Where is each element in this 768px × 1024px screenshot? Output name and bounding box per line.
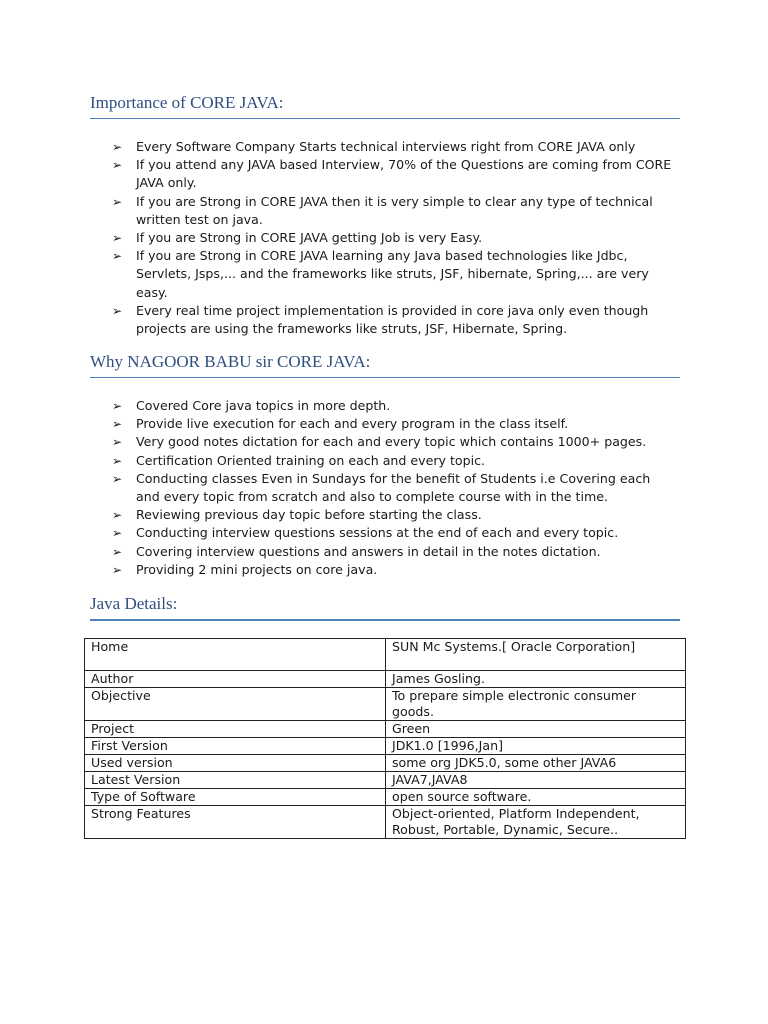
table-cell-key: Type of Software xyxy=(85,789,386,806)
arrowhead-bullet-icon: ➢ xyxy=(112,194,123,209)
table-row xyxy=(85,755,686,772)
table-cell-value: some org JDK5.0, some other JAVA6 xyxy=(386,755,686,772)
table-row xyxy=(85,688,686,721)
table-cell-key: Latest Version xyxy=(85,772,386,789)
table-cell-value: SUN Mc Systems.[ Oracle Corporation] xyxy=(386,639,686,671)
table-cell-key: Author xyxy=(85,671,386,688)
table-cell-key: Objective xyxy=(85,688,386,721)
arrowhead-bullet-icon: ➢ xyxy=(112,303,123,318)
table-row xyxy=(85,639,686,671)
list-item: ➢ If you are Strong in CORE JAVA then it is very simple to clear any type of technical written test on java. xyxy=(112,193,653,227)
table-cell-value: Object-oriented, Platform Independent, Robust, Portable, Dynamic, Secure.. xyxy=(386,806,686,839)
table-cell-value: To prepare simple electronic consumer goods. xyxy=(386,688,686,721)
arrowhead-bullet-icon: ➢ xyxy=(112,562,123,577)
table-cell-key: Project xyxy=(85,721,386,738)
list-item: ➢ If you are Strong in CORE JAVA learning any Java based technologies like Jdbc, Servlets, Jsps,... and the frameworks like struts, JSF, hibernate, Spring,... are very easy. xyxy=(112,248,649,300)
arrowhead-bullet-icon: ➢ xyxy=(112,140,123,154)
list-item: ➢ If you attend any JAVA based Interview, 70% of the Questions are coming from CORE JAVA only. xyxy=(112,157,672,191)
table-cell-key: First Version xyxy=(85,738,386,755)
arrowhead-bullet-icon: ➢ xyxy=(112,231,123,246)
table-row xyxy=(85,806,686,839)
arrowhead-bullet-icon: ➢ xyxy=(112,544,123,559)
arrowhead-bullet-icon: ➢ xyxy=(112,526,123,541)
list-item: ➢ Reviewing previous day topic before starting the class. xyxy=(112,506,672,524)
table-cell-value: Green xyxy=(386,721,686,738)
list-item: ➢ Covered Core java topics in more depth. xyxy=(112,397,672,415)
table-cell-value: JAVA7,JAVA8 xyxy=(386,772,686,789)
arrowhead-bullet-icon: ➢ xyxy=(112,508,123,523)
list-item: ➢ Every Software Company Starts technical interviews right from CORE JAVA only xyxy=(112,138,672,156)
section-heading-java-details: Java Details: xyxy=(90,594,680,621)
why-list xyxy=(112,397,672,579)
table-row xyxy=(85,671,686,688)
table-row xyxy=(85,772,686,789)
table-cell-key: Home xyxy=(85,639,386,671)
list-item: ➢ Certification Oriented training on each and every topic. xyxy=(112,452,672,470)
arrowhead-bullet-icon: ➢ xyxy=(112,453,123,468)
list-item: ➢ Providing 2 mini projects on core java. xyxy=(112,561,672,579)
arrowhead-bullet-icon: ➢ xyxy=(112,417,123,432)
importance-list xyxy=(112,138,672,338)
table-cell-key: Strong Features xyxy=(85,806,386,839)
table-row xyxy=(85,738,686,755)
list-item: ➢ Provide live execution for each and every program in the class itself. xyxy=(112,415,672,433)
list-item: ➢ Every real time project implementation is provided in core java only even though projects are using the frameworks like struts, JSF, Hibernate, Spring. xyxy=(112,302,649,337)
arrowhead-bullet-icon: ➢ xyxy=(112,158,123,173)
table-cell-value: open source software. xyxy=(386,789,686,806)
table-cell-value: JDK1.0 [1996,Jan] xyxy=(386,738,686,755)
list-item: ➢ Covering interview questions and answers in detail in the notes dictation. xyxy=(112,543,672,561)
java-details-table xyxy=(84,638,686,839)
section-heading-importance: Importance of CORE JAVA: xyxy=(90,93,680,119)
arrowhead-bullet-icon: ➢ xyxy=(112,249,123,264)
list-item: ➢ Conducting interview questions sessions at the end of each and every topic. xyxy=(112,524,672,542)
list-item: ➢ If you are Strong in CORE JAVA getting Job is very Easy. xyxy=(112,229,672,247)
arrowhead-bullet-icon: ➢ xyxy=(112,435,123,450)
arrowhead-bullet-icon: ➢ xyxy=(112,399,123,413)
arrowhead-bullet-icon: ➢ xyxy=(112,471,123,486)
table-cell-value: James Gosling. xyxy=(386,671,686,688)
section-heading-why: Why NAGOOR BABU sir CORE JAVA: xyxy=(90,352,680,378)
table-row xyxy=(85,721,686,738)
list-item: ➢ Conducting classes Even in Sundays for the benefit of Students i.e Covering each and every topic from scratch and also to complete course with in the time. xyxy=(112,470,651,505)
table-row xyxy=(85,789,686,806)
list-item: ➢ Very good notes dictation for each and every topic which contains 1000+ pages. xyxy=(112,433,672,451)
table-cell-key: Used version xyxy=(85,755,386,772)
